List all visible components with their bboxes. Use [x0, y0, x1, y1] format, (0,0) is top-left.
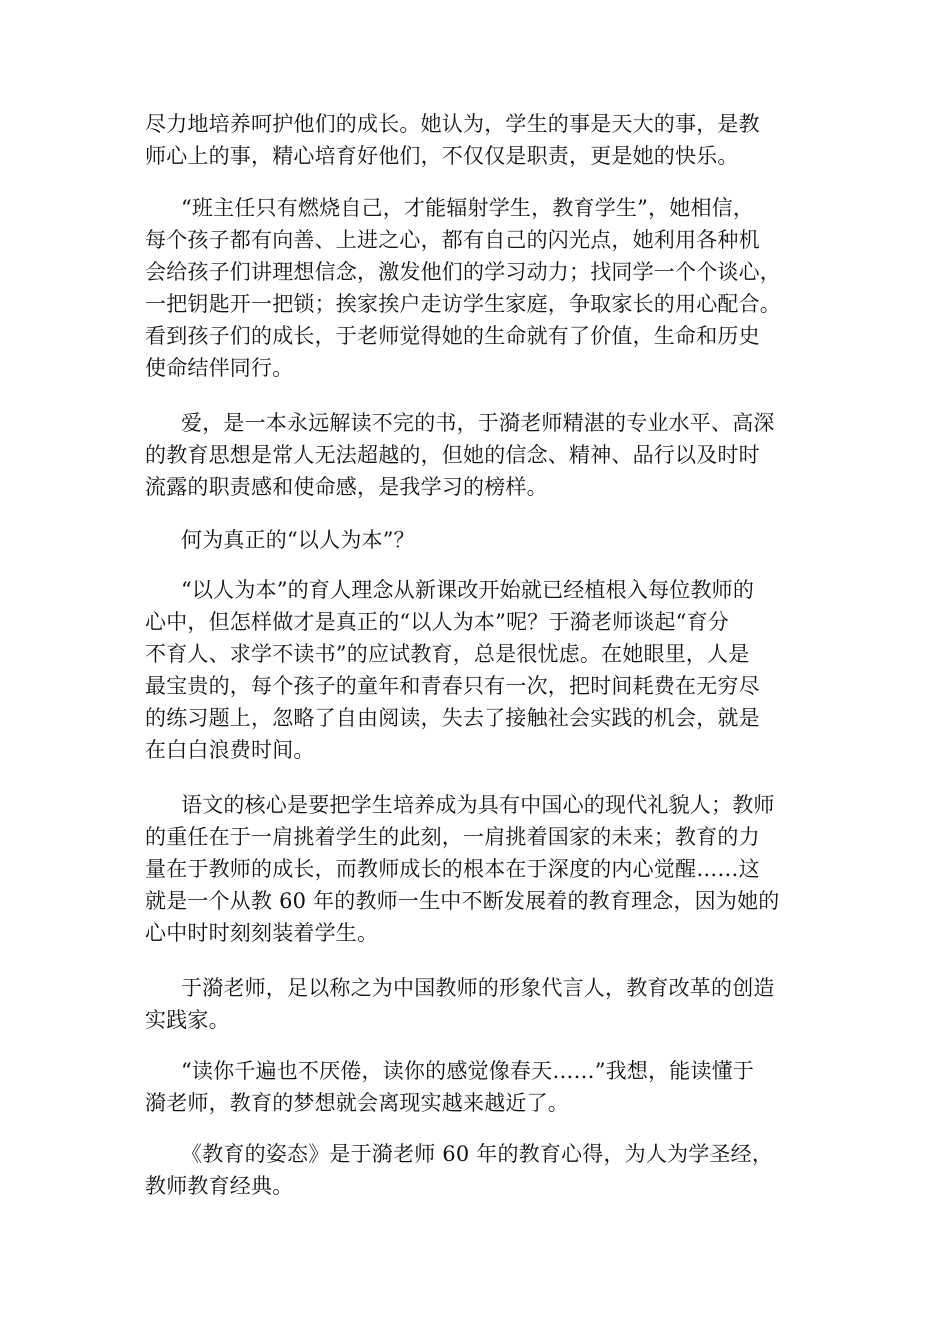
text-line: 量在于教师的成长，而教师成长的根本在于深度的内心觉醒……这 — [145, 857, 760, 881]
text-line: 在白白浪费时间。 — [145, 738, 315, 762]
paragraph — [145, 1055, 835, 1119]
paragraph — [145, 789, 835, 949]
text-line: 会给孩子们讲理想信念，激发他们的学习动力；找同学一个个谈心， — [145, 260, 781, 284]
text-line: “班主任只有燃烧自己，才能辐射学生，教育学生”，她相信， — [181, 196, 755, 220]
text-line: 漪老师，教育的梦想就会离现实越来越近了。 — [145, 1091, 569, 1115]
text-line: 心中，但怎样做才是真正的“以人为本”呢？于漪老师谈起“育分 — [145, 610, 730, 634]
text-line: 一把钥匙开一把锁；挨家挨户走访学生家庭，争取家长的用心配合。 — [145, 292, 781, 316]
paragraph — [145, 574, 835, 766]
paragraph — [145, 972, 835, 1036]
text-line: 语文的核心是要把学生培养成为具有中国心的现代礼貌人；教师 — [181, 793, 775, 817]
text-line: 爱，是一本永远解读不完的书，于漪老师精湛的专业水平、高深 — [181, 411, 775, 435]
text-line: 何为真正的“以人为本”？ — [181, 528, 415, 552]
paragraph — [145, 192, 835, 384]
paragraph — [145, 1138, 835, 1202]
text-line: 流露的职责感和使命感，是我学习的榜样。 — [145, 475, 548, 499]
text-line: 看到孩子们的成长，于老师觉得她的生命就有了价值，生命和历史 — [145, 324, 760, 348]
text-line: “读你千遍也不厌倦，读你的感觉像春天……”我想，能读懂于 — [181, 1059, 755, 1083]
text-line: 实践家。 — [145, 1008, 230, 1032]
text-line: 每个孩子都有向善、上进之心，都有自己的闪光点，她利用各种机 — [145, 228, 760, 252]
text-line: 心中时时刻刻装着学生。 — [145, 921, 379, 945]
paragraph — [145, 524, 835, 556]
text-line: 的重任在于一肩挑着学生的此刻，一肩挑着国家的未来；教育的力 — [145, 825, 760, 849]
text-line: 就是一个从教 60 年的教师一生中不断发展着的教育理念，因为她的 — [145, 889, 780, 913]
text-line: 的教育思想是常人无法超越的，但她的信念、精神、品行以及时时 — [145, 443, 760, 467]
text-line: 的练习题上，忽略了自由阅读，失去了接触社会实践的机会，就是 — [145, 706, 760, 730]
text-line: 《教育的姿态》是于漪老师 60 年的教育心得，为人为学圣经， — [181, 1142, 774, 1166]
paragraph — [145, 108, 835, 172]
text-line: 教师教育经典。 — [145, 1174, 294, 1198]
text-line: 使命结伴同行。 — [145, 356, 294, 380]
text-line: 于漪老师，足以称之为中国教师的形象代言人，教育改革的创造 — [181, 976, 775, 1000]
text-line: “以人为本”的育人理念从新课改开始就已经植根入每位教师的 — [181, 578, 755, 602]
text-line: 最宝贵的，每个孩子的童年和青春只有一次，把时间耗费在无穷尽 — [145, 674, 760, 698]
paragraph — [145, 407, 835, 503]
text-line: 不育人、求学不读书”的应试教育，总是很忧虑。在她眼里，人是 — [145, 642, 750, 666]
text-line: 师心上的事，精心培育好他们，不仅仅是职责，更是她的快乐。 — [145, 144, 739, 168]
text-line: 尽力地培养呵护他们的成长。她认为，学生的事是天大的事，是教 — [145, 112, 760, 136]
